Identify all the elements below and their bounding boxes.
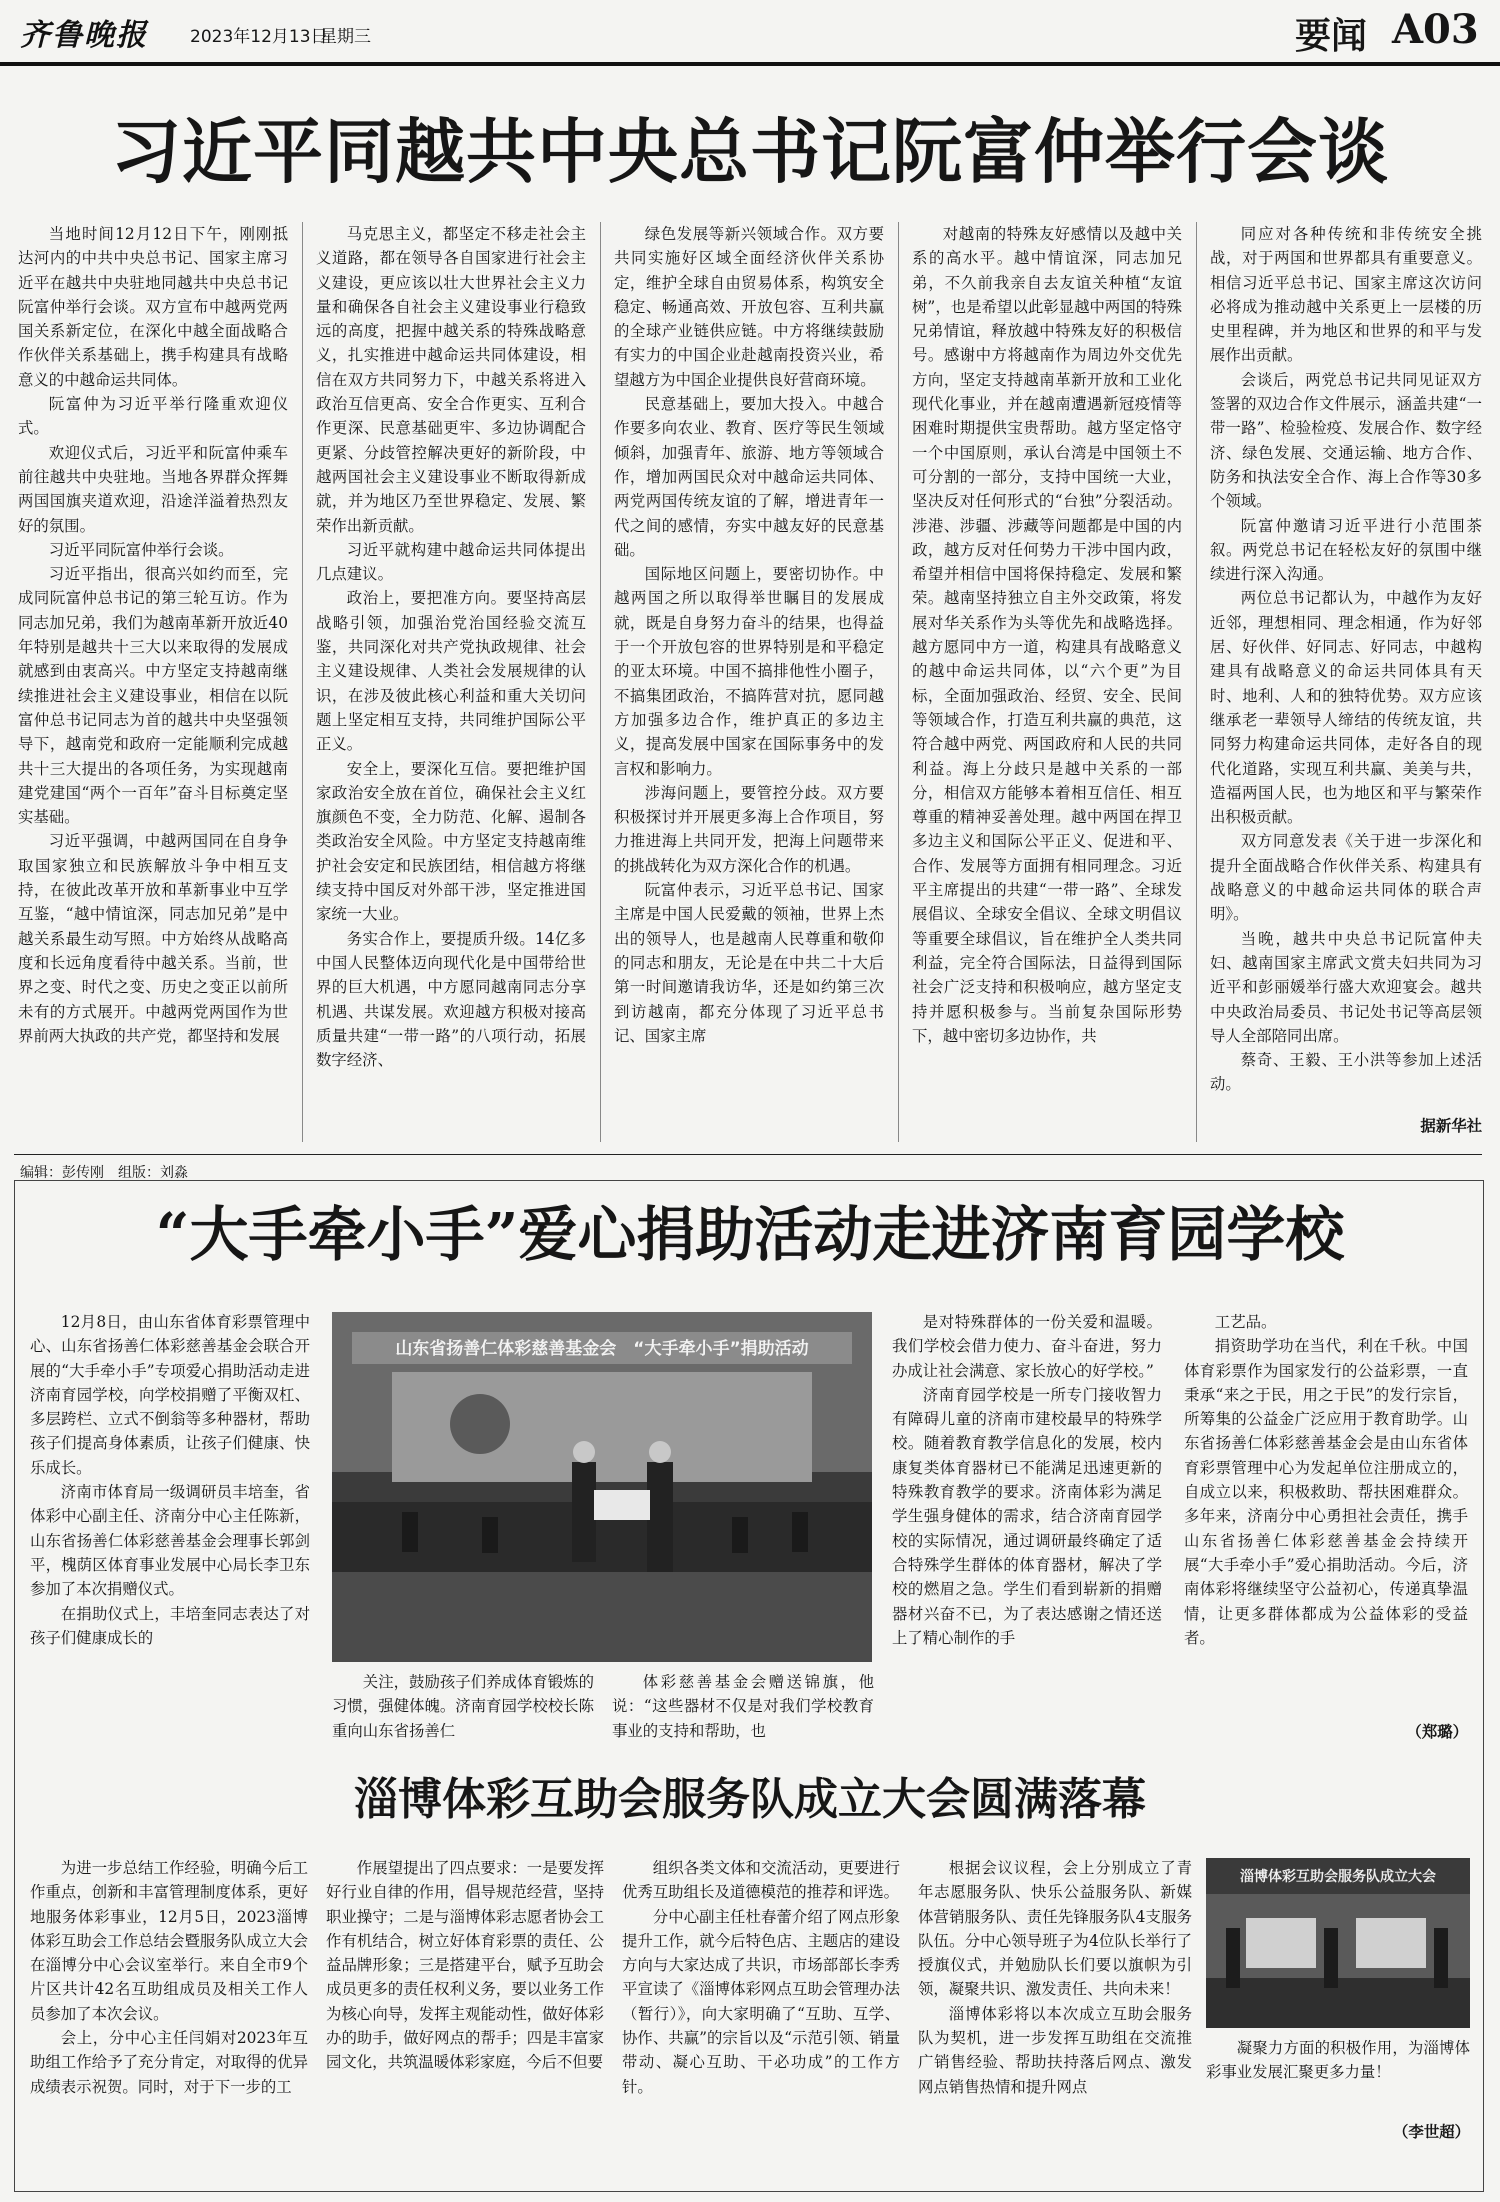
column-rule: [302, 222, 303, 1142]
paragraph: 根据会议议程，会上分别成立了青年志愿服务队、快乐公益服务队、新媒体营销服务队、责任先锋服务队4支服务队伍。分中心领导班子为4位队长举行了授旗仪式，并勉励队长们要以旗帜为引领，凝聚共识、激发责任、共向未来！: [918, 1859, 1192, 1999]
paragraph: 体彩慈善基金会赠送锦旗，他说：“这些器材不仅是对我们学校教育事业的支持和帮助，也: [612, 1673, 874, 1740]
paragraph: 作展望提出了四点要求：一是要发挥好行业自律的作用，倡导规范经营，坚持职业操守；二是与淄博体彩志愿者协会工作有机结合，树立好体育彩票的责任、公益品牌形象；三是搭建平台，赋予互助会成员更多的责任权利义务，要以业务工作为核心向导，发挥主观能动性，做好体彩办的助手，做好网点的帮手；四是丰富家园文化，共筑温暖体彩家庭，今后不但要: [326, 1859, 604, 2072]
ceremony-banner-text: 山东省扬善仁体彩慈善基金会 “大手牵小手”捐助活动: [395, 1339, 809, 1359]
paragraph: 阮富仲表示，习近平总书记、国家主席是中国人民爱戴的领袖，世界上杰出的领导人，也是越南人民尊重和敬仰的同志和朋友，无论是在中共二十大后第一时间邀请我访华，还是如约第三次到访越南，都充分体现了习近平总书记、国家主席: [614, 881, 884, 1045]
paper-name: 齐鲁晚报: [20, 18, 148, 53]
lead-column-3: [614, 222, 884, 1142]
paragraph: 是对特殊群体的一份关爱和温暖。我们学校会借力使力、奋斗奋进，努力办成让社会满意、家长放心的好学校。”: [892, 1313, 1162, 1380]
column-rule: [600, 222, 601, 1142]
paragraph: 分中心副主任杜春蕾介绍了网点形象提升工作，就今后特色店、主题店的建设方向与大家达成了共识，市场部部长李秀平宣读了《淄博体彩网点互助会管理办法（暂行）》，向大家明确了“互助、互学、协作、共赢”的宗旨以及“示范引领、销量带动、凝心互助、干必功成”的工作方针。: [622, 1907, 900, 2096]
paragraph: 组织各类文体和交流活动，更要进行优秀互助组长及道德模范的推荐和评选。: [622, 1859, 900, 1902]
issue-weekday: 星期三: [320, 27, 371, 47]
paragraph: 淄博体彩将以本次成立互助会服务队为契机，进一步发挥互助组在交流推广销售经验、帮助扶持落后网点、激发网点销售热情和提升网点: [918, 2004, 1192, 2096]
paragraph: 凝聚力方面的积极作用，为淄博体彩事业发展汇聚更多力量！: [1206, 2039, 1470, 2082]
second-headline: “大手牵小手”爱心捐助活动走进济南育园学校: [155, 1200, 1345, 1269]
third-headline: 淄博体彩互助会服务队成立大会圆满落幕: [354, 1774, 1146, 1825]
paragraph: 阮富仲邀请习近平进行小范围茶叙。两党总书记在轻松友好的氛围中继续进行深入沟通。: [1210, 516, 1482, 584]
paragraph: 国际地区问题上，要密切协作。中越两国之所以取得举世瞩目的发展成就，既是自身努力奋斗的结果，也得益于一个开放包容的世界特别是和平稳定的亚太环境。中国不搞排他性小圈子，不搞集团政治，不搞阵营对抗，愿同越方加强多边合作，维护真正的多边主义，提高发展中国家在国际事务中的发言权和影响力。: [614, 565, 884, 778]
paragraph: 双方同意发表《关于进一步深化和提升全面战略合作伙伴关系、构建具有战略意义的中越命运共同体的联合声明》。: [1210, 832, 1482, 924]
column-rule: [898, 222, 899, 1142]
paragraph: 阮富仲为习近平举行隆重欢迎仪式。: [18, 395, 288, 438]
paragraph: 在捐助仪式上，丰培奎同志表达了对孩子们健康成长的: [30, 1604, 310, 1647]
paragraph: 习近平同阮富仲举行会谈。: [48, 540, 234, 559]
page-number: A03: [1392, 6, 1479, 53]
story3-credit: （李世超）: [1393, 2123, 1470, 2141]
story2-column-5: [1184, 1310, 1468, 1720]
paragraph: 当晚，越共中央总书记阮富仲夫妇、越南国家主席武文赏夫妇共同为习近平和彭丽媛举行盛大欢迎宴会。越共中央政治局委员、书记处书记等高层领导人全部陪同出席。: [1210, 929, 1482, 1045]
paragraph: 当地时间12月12日下午，刚刚抵达河内的中共中央总书记、国家主席习近平在越共中央驻地同越共中央总书记阮富仲举行会谈。双方宣布中越两党两国关系新定位，在深化中越全面战略合作伙伴关系基础上，携手构建具有战略意义的中越命运共同体。: [18, 225, 288, 389]
lead-headline: 习近平同越共中央总书记阮富仲举行会谈: [111, 110, 1389, 193]
masthead: [0, 0, 1500, 66]
paragraph: 同应对各种传统和非传统安全挑战，对于两国和世界都具有重要意义。相信习近平总书记、国家主席这次访问必将成为推动越中关系更上一层楼的历史里程碑，并为地区和世界的和平与发展作出贡献。: [1210, 225, 1482, 365]
paragraph: 务实合作上，要提质升级。14亿多中国人民整体迈向现代化是中国带给世界的巨大机遇，中方愿同越南同志分享机遇、共谋发展。欢迎越方积极对接高质量共建“一带一路”的八项行动，拓展数字经济、: [316, 929, 586, 1070]
story3-column-1: [30, 1856, 308, 2186]
lead-credit: 据新华社: [1420, 1117, 1482, 1135]
paragraph: 民意基础上，要加大投入。中越合作要多向农业、教育、医疗等民生领域倾斜，加强青年、旅游、地方等领域合作，增加两国民众对中越命运共同体、两党两国传统友谊的了解，增进青年一代之间的感情，夯实中越友好的民意基础。: [614, 395, 884, 559]
paragraph: 济南市体育局一级调研员丰培奎，省体彩中心副主任、济南分中心主任陈新，山东省扬善仁体彩慈善基金会理事长郭剑平，槐荫区体育事业发展中心局长李卫东参加了本次捐赠仪式。: [30, 1483, 310, 1599]
story2-column-1: [30, 1310, 310, 1730]
paragraph: 对越南的特殊友好感情以及越中关系的高水平。越中情谊深，同志加兄弟，不久前我亲自去友谊关种植“友谊树”，也是希望以此彰显越中两国的特殊兄弟情谊，释放越中特殊友好的积极信号。感谢中方将越南作为周边外交优先方向，坚定支持越南革新开放和工业化现代化事业，并在越南遭遇新冠疫情等困难时期提供宝贵帮助。越方坚定恪守一个中国原则，承认台湾是中国领土不可分割的一部分，支持中国统一大业，坚决反对任何形式的“台独”分裂活动。涉港、涉疆、涉藏等问题都是中国的内政，越方反对任何势力干涉中国内政，希望并相信中国将保持稳定、发展和繁荣。越南坚持独立自主外交政策，将发展对华关系作为头等优先和战略选择。越方愿同中方一道，构建具有战略意义的越中命运共同体，以“六个更”为目标，全面加强政治、经贸、安全、民间等领域合作，打造互利共赢的典范，这符合越中两党、两国政府和人民的共同利益。海上分歧只是越中关系的一部分，相信双方能够本着相互信任、相互尊重的精神妥善处理。越中两国在捍卫多边主义和国际公平正义、促进和平、合作、发展等方面拥有相同理念。习近平主席提出的共建“一带一路”、全球发展倡议、全球安全倡议、全球文明倡议等重要全球倡议，旨在维护全人类共同利益，完全符合国际法，日益得到国际社会广泛支持和积极响应，越方坚定支持并愿积极参与。当前复杂国际形势下，越中密切多边协作，共: [912, 225, 1182, 1045]
paragraph: 会谈后，两党总书记共同见证双方签署的双边合作文件展示，涵盖共建“一带一路”、检验检疫、发展合作、数字经济、绿色发展、交通运输、地方合作、防务和执法安全合作、海上合作等30多个领域。: [1210, 370, 1482, 511]
paragraph: 会上，分中心主任闫娟对2023年互助组工作给予了充分肯定，对取得的优异成绩表示祝贺。同时，对于下一步的工: [30, 2029, 308, 2096]
paragraph: 12月8日，由山东省体育彩票管理中心、山东省扬善仁体彩慈善基金会联合开展的“大手牵小手”专项爱心捐助活动走进济南育园学校，向学校捐赠了平衡双杠、多层跨栏、立式不倒翁等多种器材，帮助孩子们提高身体素质，让孩子们健康、快乐成长。: [30, 1313, 310, 1477]
paragraph: 蔡奇、王毅、王小洪等参加上述活动。: [1210, 1051, 1482, 1094]
ceremony-photo-image: [332, 1312, 872, 1662]
paragraph: 工艺品。: [1214, 1313, 1277, 1331]
story3-column-5: [1206, 2036, 1470, 2110]
paragraph: 习近平强调，中越两国同在自身争取国家独立和民族解放斗争中相互支持，在彼此改革开放和革新事业中互学互鉴，“越中情谊深，同志加兄弟”是中越关系最生动写照。中方始终从战略高度和长远角度看待中越关系。当前，世界之变、时代之变、历史之变正以前所未有的方式展开。中越两党两国作为世界前两大执政的共产党，都坚持和发展: [18, 832, 288, 1045]
story3-column-3: [622, 1856, 900, 2186]
paragraph: 安全上，要深化互信。要把维护国家政治安全放在首位，确保社会主义红旗颜色不变，全力防范、化解、遏制各类政治安全风险。中方坚定支持越南维护社会安定和民族团结，相信越方将继续支持中国反对外部干涉，坚定推进国家统一大业。: [316, 759, 586, 924]
paragraph: 马克思主义，都坚定不移走社会主义道路，都在领导各自国家进行社会主义建设，更应该以壮大世界社会主义力量和确保各自社会主义建设事业行稳致远的高度，把握中越关系的特殊战略意义，扎实推进中越命运共同体建设，相信在双方共同努力下，中越关系将进入政治互信更高、安全合作更实、互利合作更深、民意基础更牢、多边协调配合更紧、分歧管控解决更好的新阶段，中越两国社会主义建设事业不断取得新成就，并为地区乃至世界稳定、发展、繁荣作出新贡献。: [316, 225, 586, 535]
donation-ceremony-photo: [332, 1312, 872, 1662]
story2-credit: （郑璐）: [1406, 1723, 1468, 1741]
paragraph: 为进一步总结工作经验，明确今后工作重点，创新和丰富管理制度体系，更好地服务体彩事业，12月5日，2023淄博体彩互助会工作总结会暨服务队成立大会在淄博分中心会议室举行。来自全市9个片区共计42名互助组成员及相关工作人员参加了本次会议。: [30, 1859, 308, 2023]
story2-column-2: [332, 1670, 594, 1744]
section-name: 要闻: [1295, 16, 1368, 57]
paragraph: 政治上，要把准方向。要坚持高层战略引领，加强治党治国经验交流互鉴，共同深化对共产党执政规律、社会主义建设规律、人类社会发展规律的认识，在涉及彼此核心利益和重大关切问题上坚定相互支持，共同维护国际公平正义。: [316, 589, 586, 754]
paragraph: 习近平就构建中越命运共同体提出几点建议。: [316, 540, 586, 584]
lead-column-5: [1210, 222, 1482, 1112]
paragraph: 习近平指出，很高兴如约而至，完成同阮富仲总书记的第三轮互访。作为同志加兄弟，我们为越南革新开放近40年特别是越共十三大以来取得的发展成就感到由衷高兴。中方坚定支持越南继续推进社会主义建设事业，相信在以阮富仲总书记同志为首的越共中央坚强领导下，越南党和政府一定能顺利完成越共十三大提出的各项任务，为实现越南建党建国“两个一百年”奋斗目标奠定坚实基础。: [18, 565, 288, 827]
paragraph: 捐资助学功在当代，利在千秋。中国体育彩票作为国家发行的公益彩票，一直秉承“来之于民，用之于民”的发行宗旨，所筹集的公益金广泛应用于教育助学。山东省扬善仁体彩慈善基金会是由山东省体育彩票管理中心为发起单位注册成立的，自成立以来，积极救助、帮扶困难群众。多年来，济南分中心勇担社会责任，携手山东省扬善仁体彩慈善基金会持续开展“大手牵小手”爱心捐助活动。今后，济南体彩将继续坚守公益初心，传递真挚温情，让更多群体都成为公益体彩的受益者。: [1184, 1337, 1468, 1647]
paragraph: 欢迎仪式后，习近平和阮富仲乘车前往越共中央驻地。当地各界群众挥舞两国国旗夹道欢迎，沿途洋溢着热烈友好的氛围。: [18, 443, 288, 535]
lead-column-4: [912, 222, 1182, 1142]
paragraph: 关注，鼓励孩子们养成体育锻炼的习惯，强健体魄。济南育园学校校长陈重向山东省扬善仁: [332, 1673, 594, 1740]
lead-column-1: [18, 222, 288, 1142]
story3-column-4: [918, 1856, 1192, 2186]
service-team-photo: [1206, 1858, 1470, 2028]
paragraph: 两位总书记都认为，中越作为友好近邻，理想相同、理念相通，作为好邻居、好伙伴、好同志、好同志，中越构建具有战略意义的命运共同体具有天时、地利、人和的独特优势。双方应该继承老一辈领导人缔结的传统友谊，共同努力构建命运共同体，走好各自的现代化道路，实现互利共赢、美美与共，造福两国人民，也为地区和平与繁荣作出积极贡献。: [1210, 589, 1482, 827]
story2-column-4: [892, 1310, 1162, 1744]
story3-column-2: [326, 1856, 604, 2186]
service-team-banner-text: 淄博体彩互助会服务队成立大会: [1240, 1869, 1436, 1885]
section-divider: [14, 1154, 1482, 1155]
paragraph: 济南育园学校是一所专门接收智力有障碍儿童的济南市建校最早的特殊学校。随着教育教学信息化的发展，校内康复类体育器材已不能满足迅速更新的特殊教育教学的要求。济南体彩为满足学生强身健体的需求，结合济南育园学校的实际情况，通过调研最终确定了适合特殊学生群体的体育器材，解决了学校的燃眉之急。学生们看到崭新的捐赠器材兴奋不已，为了表达感谢之情还送上了精心制作的手: [892, 1385, 1162, 1647]
column-rule: [1196, 222, 1197, 1142]
paragraph: 绿色发展等新兴领域合作。双方要共同实施好区域全面经济伙伴关系协定，维护全球自由贸易体系，构筑安全稳定、畅通高效、开放包容、互利共赢的全球产业链供应链。中方将继续鼓励有实力的中国企业赴越南投资兴业，希望越方为中国企业提供良好营商环境。: [614, 225, 884, 389]
lead-column-2: [316, 222, 586, 1142]
paragraph: 涉海问题上，要管控分歧。双方要积极探讨并开展更多海上合作项目，努力推进海上共同开发，把海上问题带来的挑战转化为双方深化合作的机遇。: [614, 783, 884, 875]
issue-date: 2023年12月13日: [190, 27, 328, 47]
editor-line: 编辑：彭传刚 组版：刘淼: [20, 1165, 188, 1181]
story2-column-3: [612, 1670, 874, 1744]
